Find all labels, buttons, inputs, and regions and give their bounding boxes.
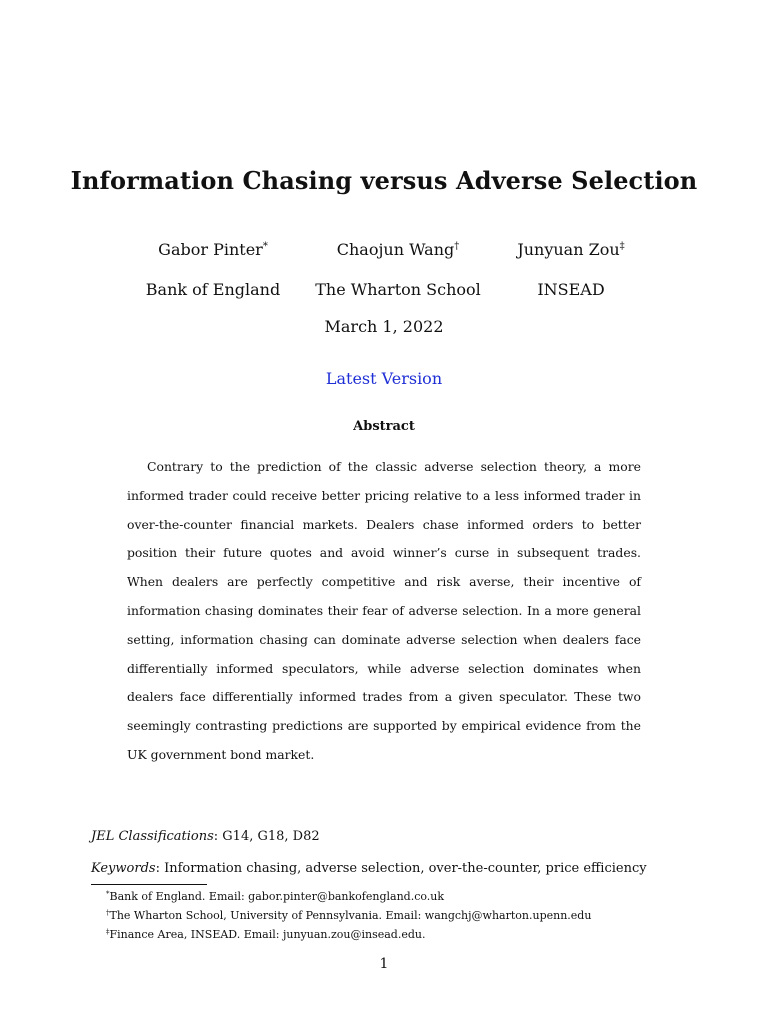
author-mark-1: * — [262, 241, 268, 252]
jel-value: : G14, G18, D82 — [213, 829, 320, 844]
footnote-3 — [106, 924, 591, 943]
footnote-mark-1: * — [106, 890, 110, 898]
author-mark-2: † — [454, 241, 460, 252]
author-name-2: Chaojun Wang† — [336, 240, 460, 259]
paper-date: March 1, 2022 — [324, 317, 444, 336]
jel-label: JEL Classifications — [91, 829, 214, 844]
abstract-body: Contrary to the prediction of the classic adverse selection theory, a more informed trader could receive better pricing relative to a less informed trader in over-the-counter financial markets. Dealers chase informed orders to better position their future quotes and avoid winner’s curse in subsequent trades. When dealers are perfectly competitive and risk averse, their incentive of information chasing dominates their fear of adverse selection. In a more general setting, information chasing can dominate adverse selection when dealers face differentially informed speculators, while adverse selection dominates when dealers face differentially informed trades from a given speculator. These two seemingly contrasting predictions are supported by empirical evidence from the UK government bond market. — [127, 459, 641, 762]
abstract-heading: Abstract — [353, 419, 415, 434]
jel-classifications — [91, 829, 320, 844]
author-name-1: Gabor Pinter* — [158, 240, 268, 259]
footnote-text-1: Bank of England. Email: gabor.pinter@bankofengland.co.uk — [109, 890, 445, 903]
keywords-label: Keywords — [91, 861, 156, 876]
footnote-1 — [106, 886, 591, 905]
footnote-text-3: Finance Area, INSEAD. Email: junyuan.zou@insead.edu. — [109, 928, 426, 941]
footnote-rule — [91, 884, 207, 885]
author-affiliation-3: INSEAD — [537, 280, 605, 299]
footnote-text-2: The Wharton School, University of Pennsylvania. Email: wangchj@wharton.upenn.edu — [109, 909, 592, 922]
page-number: 1 — [379, 956, 389, 972]
keywords-line — [91, 861, 647, 876]
author-name-3: Junyuan Zou‡ — [517, 240, 625, 259]
author-block-3 — [506, 237, 636, 300]
keywords-value: : Information chasing, adverse selection, over-the-counter, price efficiency — [155, 861, 647, 876]
author-block-1 — [138, 237, 288, 300]
latest-version-link[interactable]: Latest Version — [325, 369, 443, 388]
author-affiliation-2: The Wharton School — [315, 280, 481, 299]
author-block-2 — [303, 237, 493, 300]
footnote-2 — [106, 905, 591, 924]
footnote-mark-2: † — [106, 909, 110, 917]
author-affiliation-1: Bank of England — [145, 280, 281, 299]
author-mark-3: ‡ — [619, 241, 625, 252]
footnote-mark-3: ‡ — [106, 928, 110, 936]
footnotes — [106, 886, 591, 943]
paper-title: Information Chasing versus Adverse Selection — [70, 166, 698, 195]
